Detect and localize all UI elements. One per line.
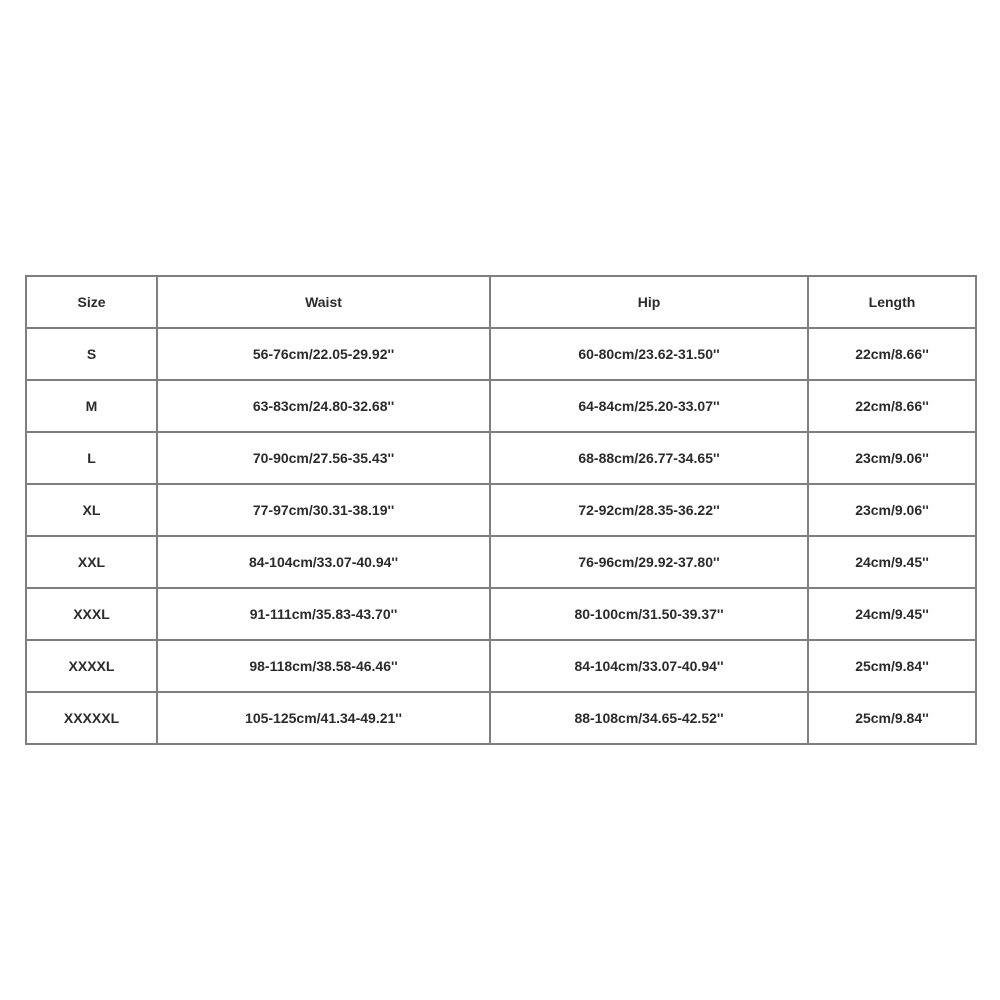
table-row [26,432,976,484]
cell-length: 24cm/9.45'' [808,536,976,588]
table-row [26,380,976,432]
cell-hip: 60-80cm/23.62-31.50'' [490,328,808,380]
cell-size: M [26,380,157,432]
cell-length: 23cm/9.06'' [808,484,976,536]
cell-waist: 98-118cm/38.58-46.46'' [157,640,490,692]
header-size: Size [26,276,157,328]
table-row [26,588,976,640]
cell-size: XXXXL [26,640,157,692]
cell-length: 22cm/8.66'' [808,380,976,432]
table-row [26,328,976,380]
cell-waist: 77-97cm/30.31-38.19'' [157,484,490,536]
table-row [26,692,976,744]
cell-size: L [26,432,157,484]
cell-size: S [26,328,157,380]
cell-length: 25cm/9.84'' [808,692,976,744]
cell-hip: 68-88cm/26.77-34.65'' [490,432,808,484]
cell-length: 22cm/8.66'' [808,328,976,380]
cell-length: 23cm/9.06'' [808,432,976,484]
cell-waist: 56-76cm/22.05-29.92'' [157,328,490,380]
size-chart-table [25,275,977,745]
cell-size: XL [26,484,157,536]
table-row [26,536,976,588]
header-length: Length [808,276,976,328]
cell-hip: 72-92cm/28.35-36.22'' [490,484,808,536]
cell-waist: 70-90cm/27.56-35.43'' [157,432,490,484]
cell-length: 25cm/9.84'' [808,640,976,692]
cell-hip: 64-84cm/25.20-33.07'' [490,380,808,432]
cell-size: XXXXXL [26,692,157,744]
header-hip: Hip [490,276,808,328]
cell-hip: 88-108cm/34.65-42.52'' [490,692,808,744]
table-row [26,484,976,536]
cell-hip: 80-100cm/31.50-39.37'' [490,588,808,640]
cell-size: XXXL [26,588,157,640]
cell-waist: 63-83cm/24.80-32.68'' [157,380,490,432]
table-row [26,640,976,692]
cell-size: XXL [26,536,157,588]
cell-hip: 84-104cm/33.07-40.94'' [490,640,808,692]
cell-waist: 84-104cm/33.07-40.94'' [157,536,490,588]
table-header-row [26,276,976,328]
cell-length: 24cm/9.45'' [808,588,976,640]
cell-waist: 91-111cm/35.83-43.70'' [157,588,490,640]
header-waist: Waist [157,276,490,328]
cell-waist: 105-125cm/41.34-49.21'' [157,692,490,744]
cell-hip: 76-96cm/29.92-37.80'' [490,536,808,588]
